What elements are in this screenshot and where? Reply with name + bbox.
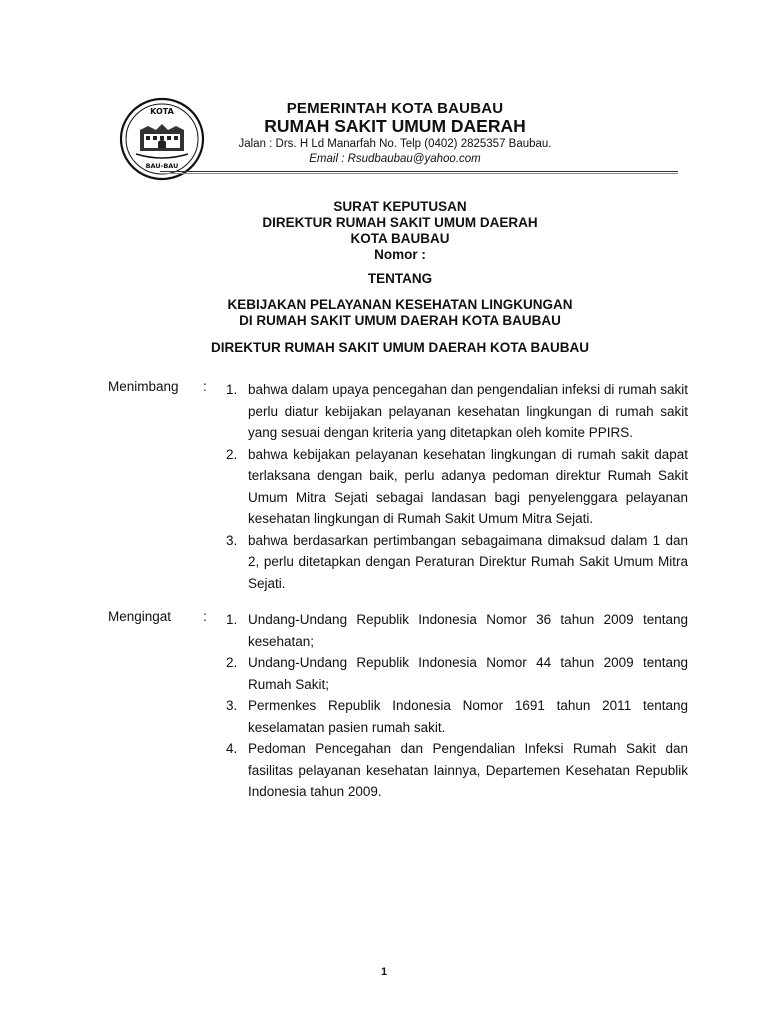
item-number: 2. bbox=[226, 446, 238, 462]
menimbang-colon: : bbox=[203, 379, 207, 394]
decree-subject-line2: DI RUMAH SAKIT UMUM DAERAH KOTA BAUBAU bbox=[239, 313, 561, 328]
decree-issuer: DIREKTUR RUMAH SAKIT UMUM DAERAH bbox=[262, 215, 538, 230]
item-text: Permenkes Republik Indonesia Nomor 1691 tahun 2011 tentang keselamatan pasien rumah sakit. bbox=[248, 698, 688, 735]
list-item bbox=[226, 379, 688, 444]
menimbang-list bbox=[226, 379, 688, 594]
item-text: bahwa berdasarkan pertimbangan sebagaimana dimaksud dalam 1 dan 2, perlu ditetapkan dengan Peraturan Direktur Rumah Sakit Umum Mitra Sejati. bbox=[248, 532, 688, 591]
item-text: bahwa kebijakan pelayanan kesehatan lingkungan di rumah sakit dapat terlaksana dengan baik, perlu adanya pedoman direktur Rumah Sakit Umum Mitra Sejati sebagai landasan bagi penyelenggara pelayanan kesehatan lingkungan di Rumah Sakit Umum Mitra Sejati. bbox=[248, 446, 688, 526]
item-text: bahwa dalam upaya pencegahan dan pengendalian infeksi di rumah sakit perlu diatur kebijakan pelayanan kesehatan lingkungan di rumah sakit yang sesuai dengan kriteria yang ditetapkan oleh komite PPIRS. bbox=[248, 382, 688, 440]
list-item bbox=[226, 444, 688, 530]
list-item bbox=[226, 530, 688, 595]
decree-city: KOTA BAUBAU bbox=[350, 231, 450, 246]
item-number: 3. bbox=[226, 698, 238, 713]
letterhead-divider bbox=[160, 171, 678, 174]
list-item bbox=[226, 738, 688, 803]
item-number: 1. bbox=[226, 612, 238, 627]
menimbang-label: Menimbang bbox=[108, 379, 179, 394]
item-number: 4. bbox=[226, 741, 238, 756]
decree-title: SURAT KEPUTUSAN bbox=[333, 199, 467, 214]
item-number: 3. bbox=[226, 532, 238, 548]
logo-text-bottom: BAU-BAU bbox=[145, 162, 179, 170]
decree-heading bbox=[100, 199, 700, 263]
letterhead-hospital-name: RUMAH SAKIT UMUM DAERAH bbox=[264, 116, 526, 136]
logo-text-top: KOTA bbox=[150, 107, 174, 116]
list-item bbox=[226, 695, 688, 738]
letterhead bbox=[200, 100, 590, 166]
mengingat-list bbox=[226, 609, 688, 803]
tentang-heading: TENTANG bbox=[367, 271, 433, 286]
list-item bbox=[226, 609, 688, 652]
list-item bbox=[226, 652, 688, 695]
city-emblem-logo bbox=[118, 96, 206, 182]
item-number: 1. bbox=[226, 382, 238, 397]
letterhead-email: Email : Rsudbaubau@yahoo.com bbox=[309, 153, 481, 165]
letterhead-address: Jalan : Drs. H Ld Manarfah No. Telp (0402) 2825357 Baubau. bbox=[238, 138, 552, 150]
page-number: 1 bbox=[380, 966, 388, 978]
letterhead-government: PEMERINTAH KOTA BAUBAU bbox=[286, 100, 504, 117]
mengingat-colon: : bbox=[203, 609, 207, 624]
item-text: Undang-Undang Republik Indonesia Nomor 36 tahun 2009 tentang kesehatan; bbox=[248, 612, 688, 649]
decree-number: Nomor : bbox=[374, 247, 426, 262]
item-text: Pedoman Pencegahan dan Pengendalian Infeksi Rumah Sakit dan fasilitas pelayanan kesehatan lainnya, Departemen Kesehatan Republik Indonesia tahun 2009. bbox=[248, 741, 688, 799]
item-number: 2. bbox=[226, 655, 238, 670]
mengingat-label: Mengingat bbox=[108, 609, 172, 624]
item-text: Undang-Undang Republik Indonesia Nomor 44 tahun 2009 tentang Rumah Sakit; bbox=[248, 655, 688, 692]
decree-subject-line1: KEBIJAKAN PELAYANAN KESEHATAN LINGKUNGAN bbox=[227, 297, 573, 312]
director-heading: DIREKTUR RUMAH SAKIT UMUM DAERAH KOTA BAUBAU bbox=[211, 340, 589, 355]
decree-subject bbox=[100, 297, 700, 329]
